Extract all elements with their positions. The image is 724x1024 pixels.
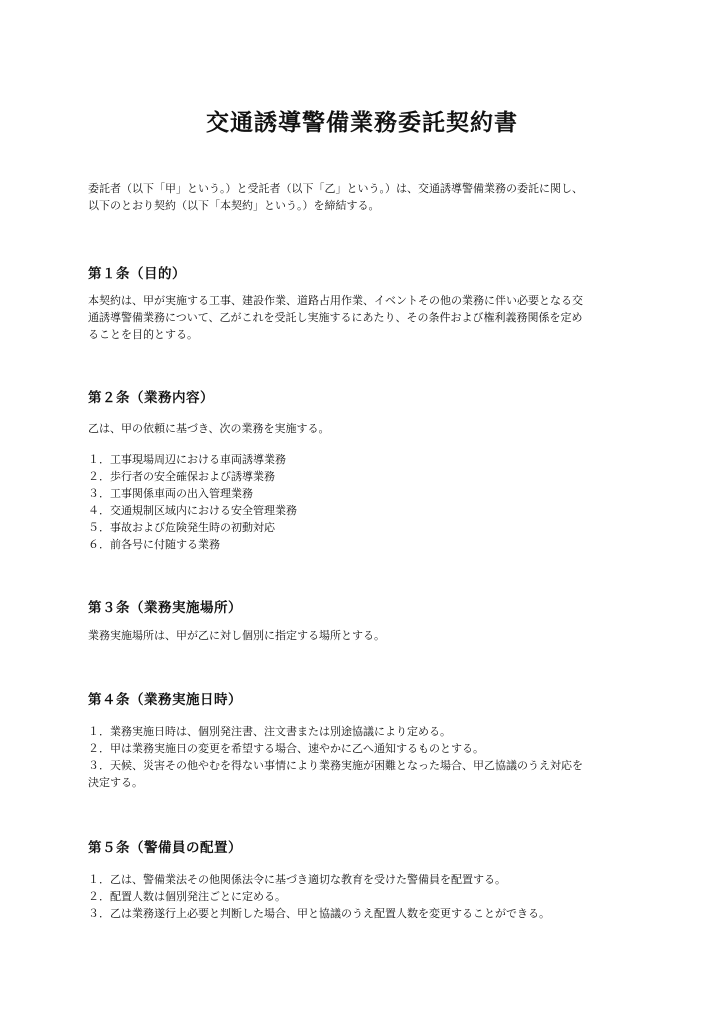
article-4-heading: 第４条（業務実施日時） <box>88 692 242 708</box>
article-2-line: 乙は、甲の依頼に基づき、次の業務を実施する。 <box>88 422 330 435</box>
intro-paragraph <box>88 180 648 214</box>
list-item: ２．甲は業務実施日の変更を希望する場合、速やかに乙へ通知するものとする。 <box>88 742 484 755</box>
list-item: ６．前各号に付随する業務 <box>88 538 220 551</box>
article-3-body <box>88 627 648 644</box>
intro-line: 委託者（以下「甲」という。）と受託者（以下「乙」という。）は、交通誘導警備業務の委託に関し、 <box>88 182 583 195</box>
list-item: ３．乙は業務遂行上必要と判断した場合、甲と協議のうえ配置人数を変更することができる。 <box>88 907 550 920</box>
article-2-list <box>88 451 648 553</box>
article-1-body <box>88 292 648 343</box>
list-item: １．乙は、警備業法その他関係法令に基づき適切な教育を受けた警備員を配置する。 <box>88 873 506 886</box>
article-2-heading: 第２条（業務内容） <box>88 390 214 406</box>
list-item: １．業務実施日時は、個別発注書、注文書または別途協議により定める。 <box>88 725 451 738</box>
intro-line: 以下のとおり契約（以下「本契約」という。）を締結する。 <box>88 199 380 212</box>
article-5-list <box>88 871 648 922</box>
list-item: ５．事故および危険発生時の初動対応 <box>88 521 275 534</box>
article-1-heading: 第１条（目的） <box>88 266 186 282</box>
article-5-heading: 第５条（警備員の配置） <box>88 840 242 856</box>
article-1-line: 通誘導警備業務について、乙がこれを受託し実施するにあたり、その条件および権利義務関係を定め <box>88 311 583 324</box>
list-item: ４．交通規制区域内における安全管理業務 <box>88 504 297 517</box>
list-item: ２．配置人数は個別発注ごとに定める。 <box>88 890 286 903</box>
article-4-list <box>88 723 648 791</box>
article-3-heading: 第３条（業務実施場所） <box>88 600 242 616</box>
list-item: ３．天候、災害その他やむを得ない事情により業務実施が困難となった場合、甲乙協議のうえ対応を <box>88 759 583 772</box>
list-item: ２．歩行者の安全確保および誘導業務 <box>88 470 275 483</box>
list-item: ３．工事関係車両の出入管理業務 <box>88 487 253 500</box>
article-1-line: 本契約は、甲が実施する工事、建設作業、道路占用作業、イベントその他の業務に伴い必要となる交 <box>88 294 583 307</box>
article-3-line: 業務実施場所は、甲が乙に対し個別に指定する場所とする。 <box>88 629 385 642</box>
list-item: 決定する。 <box>88 776 143 789</box>
list-item: １．工事現場周辺における車両誘導業務 <box>88 453 286 466</box>
article-2-body <box>88 420 648 437</box>
document-title: 交通誘導警備業務委託契約書 <box>206 110 518 136</box>
article-1-line: ることを目的とする。 <box>88 328 198 341</box>
